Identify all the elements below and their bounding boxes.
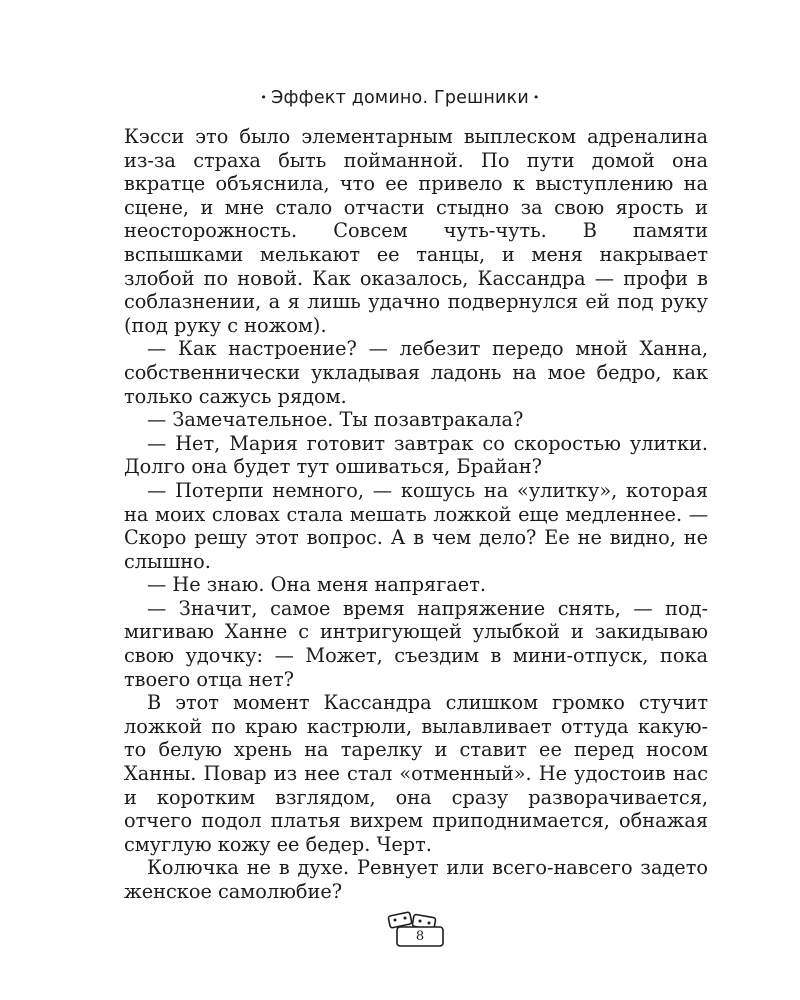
body-text [124,125,708,904]
paragraph: В этот момент Кассандра слишком громко стучит ложкой по краю кастрюли, вылавливает оттуда какую-то белую хрень на тарелку и ставит ее перед носом Ханны. Повар из нее стал «отменный». Не удостоив нас и коротким взглядом, она сразу разворачивается, отчего подол платья вихрем приподнимается, обнажая смуглую кожу ее бедер. Черт. [124,691,708,856]
running-header [0,88,800,108]
paragraph: — Нет, Мария готовит завтрак со скоростью улитки. Долго она будет тут ошиваться, Брайан? [124,431,708,479]
paragraph: — Замечательное. Ты позавтракала? [147,408,524,432]
page-number: 8 [415,929,425,944]
header-bullet-left: • [260,91,268,104]
header-title: Эффект домино. Грешники [271,88,529,108]
paragraph: Кэсси это было элементарным выплеском адреналина из-за страха быть пойманной. По пути домой она вкратце объяснила, что ее привело к выступлению на сцене, и мне стало отчасти стыдно за свою ярость и неосторожность. Совсем чуть-чуть. В памяти вспышками мелькают ее танцы, и меня накрывает злобой по новой. Как оказалось, Кассандра — профи в соблазнении, а я лишь удачно подвернулся ей под руку (под руку с ножом). [124,125,708,337]
paragraph: — Потерпи немного, — кошусь на «улитку», которая на моих словах стала мешать ложкой еще медленнее. — Скоро решу этот вопрос. А в чем дело? Ее не видно, не слышно. [124,478,708,573]
paragraph: — Значит, самое время напряжение снять, — подмигиваю Ханне с интригующей улыбкой и закидываю свою удочку: — Может, съездим в мини-отпуск, пока твоего отца нет? [124,596,708,691]
paragraph: — Как настроение? — лебезит передо мной Ханна, собственнически укладывая ладонь на мое бедро, как только сажусь рядом. [124,337,708,408]
header-bullet-right: • [532,91,540,104]
paragraph: — Не знаю. Она меня напрягает. [147,573,487,597]
paragraph: Колючка не в духе. Ревнует или всего-навсего задето женское самолюбие? [124,856,708,903]
